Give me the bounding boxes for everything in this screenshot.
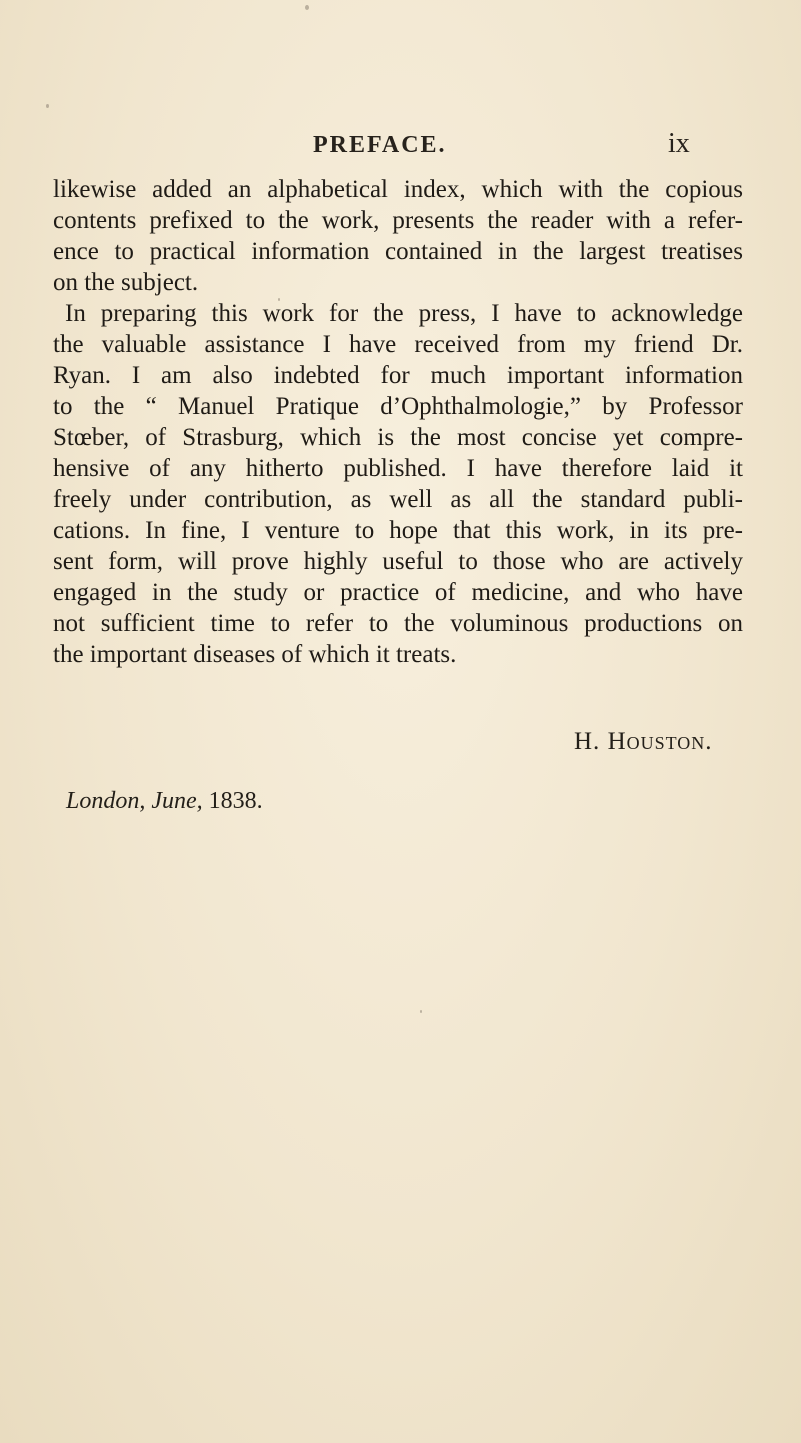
text-line: contents prefixed to the work, presents the reader with a refer- [53,207,743,234]
text-line: likewise added an alphabetical index, which with the copious [53,176,743,203]
text-line: hensive of any hitherto published. I have therefore laid it [53,455,743,482]
text-line: freely under contribution, as well as all the standard publi- [53,486,743,513]
text-line: Stœber, of Strasburg, which is the most concise yet compre- [53,424,743,451]
paper-speck [420,1010,422,1013]
text-line: to the “ Manuel Pratique d’Ophthalmologie,” by Professor [53,393,743,420]
text-line: In preparing this work for the press, I have to acknowledge [65,300,743,327]
text-line: the valuable assistance I have received from my friend Dr. [53,331,743,358]
signature-surname: Houston. [607,728,713,755]
text-line: cations. In fine, I venture to hope that this work, in its pre- [53,517,743,544]
text-line: on the subject. [53,269,199,296]
running-header [0,128,801,172]
header-title: PREFACE. [313,132,447,158]
page-number: ix [668,128,690,159]
preface-text [53,174,743,670]
text-line: sent form, will prove highly useful to those who are actively [53,548,743,575]
text-line: engaged in the study or practice of medicine, and who have [53,579,743,606]
place: London, [66,788,146,814]
text-line: ence to practical information contained in the largest treatises [53,238,743,265]
signature-initial: H. [574,728,608,755]
paper-speck [46,104,49,108]
text-line: the important diseases of which it treats. [53,641,457,668]
text-line: Ryan. I am also indebted for much important information [53,362,743,389]
paper-speck [305,5,309,10]
place-and-date [66,788,263,815]
month: June, [151,788,203,814]
year: 1838. [208,788,263,814]
author-signature [574,728,713,756]
text-line: not sufficient time to refer to the voluminous productions on [53,610,743,637]
